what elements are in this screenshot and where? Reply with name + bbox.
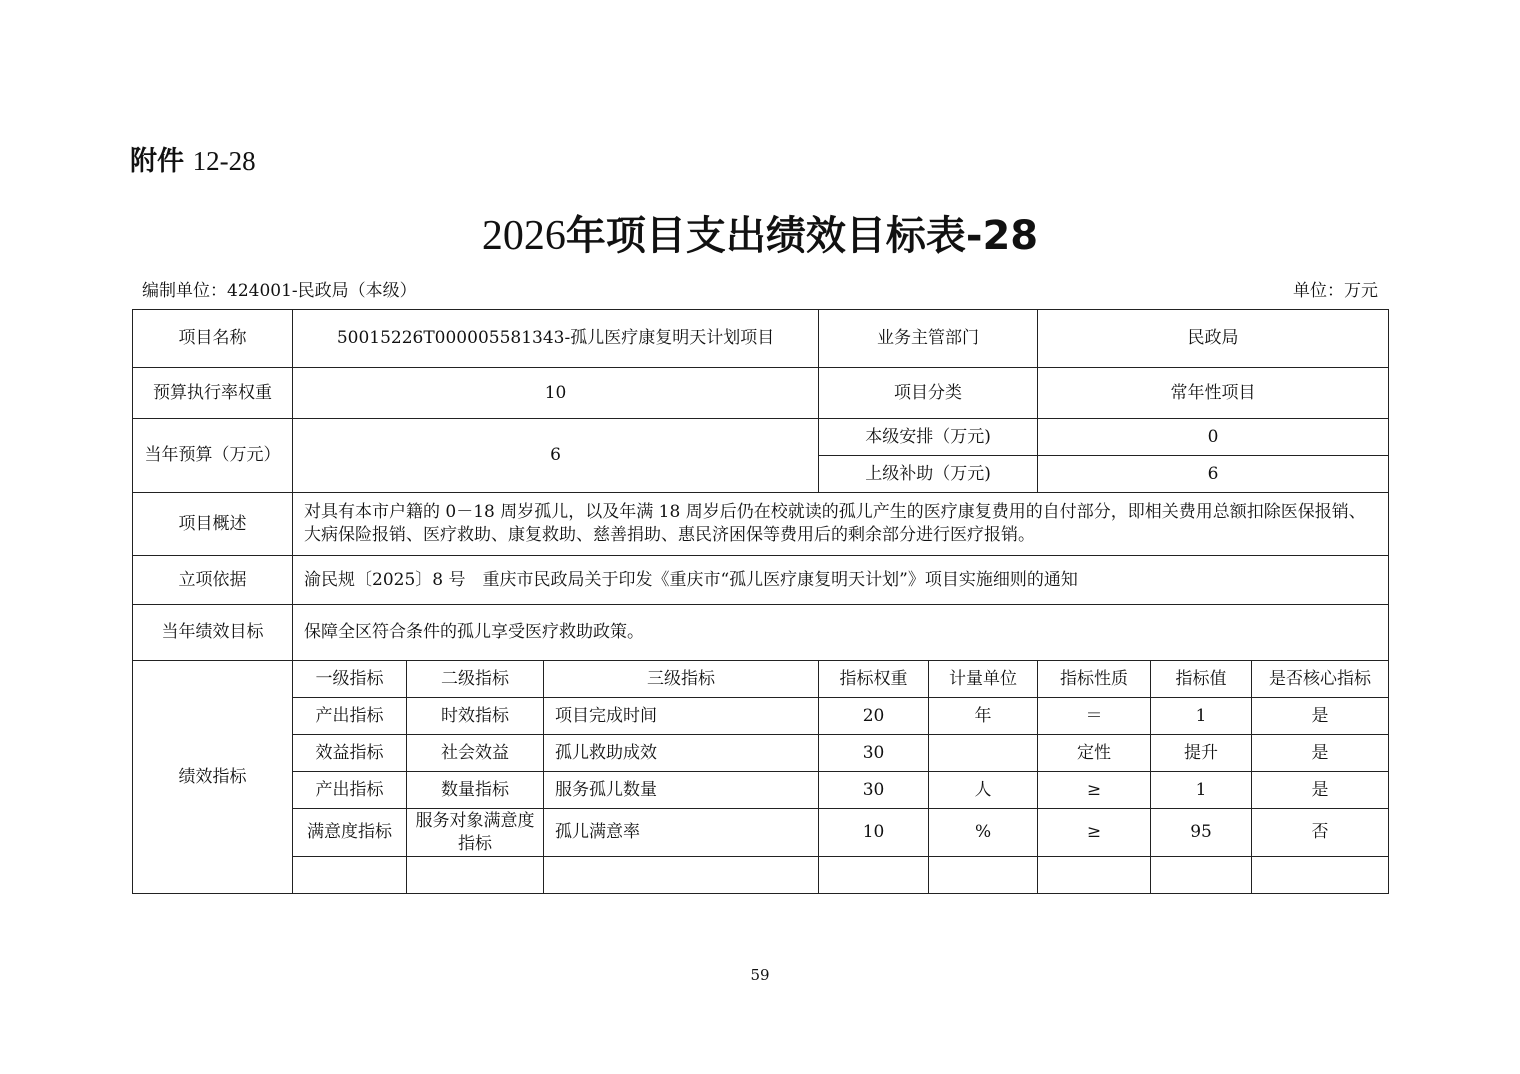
empty-cell [819,857,929,894]
indicator-unit: 人 [929,772,1038,809]
row-annual-budget [133,419,1389,456]
indicator-header-row [133,661,1389,698]
project-name-label: 项目名称 [133,310,293,368]
indicator-level3: 服务孤儿数量 [544,772,819,809]
indicator-row [133,772,1389,809]
indicator-header: 指标性质 [1038,661,1151,698]
indicator-header: 三级指标 [544,661,819,698]
indicator-level2: 社会效益 [407,735,544,772]
indicator-header: 指标值 [1151,661,1252,698]
row-annual-goal [133,605,1389,661]
superior-subsidy-value: 6 [1038,456,1389,493]
title-year: 2026 [481,213,566,259]
indicator-row [133,809,1389,857]
indicator-core: 是 [1252,772,1389,809]
goal-label: 当年绩效目标 [133,605,293,661]
indicator-core: 否 [1252,809,1389,857]
annual-budget-value: 6 [293,419,819,493]
indicator-value: 1 [1151,698,1252,735]
indicator-value: 提升 [1151,735,1252,772]
local-arrangement-value: 0 [1038,419,1389,456]
empty-cell [407,857,544,894]
row-project-name [133,310,1389,368]
document-title [0,210,1520,262]
indicator-nature: ＝ [1038,698,1151,735]
indicator-unit: 年 [929,698,1038,735]
indicator-nature: ≥ [1038,809,1151,857]
indicator-value: 1 [1151,772,1252,809]
annual-budget-label: 当年预算（万元） [133,419,293,493]
attachment-label: 附件 [130,146,184,177]
indicator-header: 二级指标 [407,661,544,698]
empty-cell [1252,857,1389,894]
indicator-core: 是 [1252,735,1389,772]
indicators-label: 绩效指标 [133,661,293,894]
indicator-level2: 数量指标 [407,772,544,809]
overview-value: 对具有本市户籍的 0－18 周岁孤儿，以及年满 18 周岁后仍在校就读的孤儿产生的医疗康复费用的自付部分，即相关费用总额扣除医保报销、大病保险报销、医疗救助、康复救助、慈善捐助、惠民济困保等费用后的剩余部分进行医疗报销。 [293,493,1389,556]
indicator-level1: 效益指标 [293,735,407,772]
overview-label: 项目概述 [133,493,293,556]
currency-unit: 单位：万元 [1293,281,1378,301]
empty-cell [544,857,819,894]
budget-weight-label: 预算执行率权重 [133,368,293,419]
indicator-header: 是否核心指标 [1252,661,1389,698]
performance-table [132,309,1389,894]
indicator-header: 计量单位 [929,661,1038,698]
goal-value: 保障全区符合条件的孤儿享受医疗救助政策。 [293,605,1389,661]
indicator-empty-row [133,857,1389,894]
indicator-weight: 20 [819,698,929,735]
indicator-header: 指标权重 [819,661,929,698]
compiling-unit: 编制单位：424001-民政局（本级） [142,281,417,301]
indicator-core: 是 [1252,698,1389,735]
empty-cell [293,857,407,894]
empty-cell [929,857,1038,894]
empty-cell [1038,857,1151,894]
indicator-value: 95 [1151,809,1252,857]
indicator-weight: 30 [819,735,929,772]
page-number: 59 [750,966,770,984]
indicator-header: 一级指标 [293,661,407,698]
indicator-weight: 10 [819,809,929,857]
basis-label: 立项依据 [133,556,293,605]
indicator-level2: 时效指标 [407,698,544,735]
indicator-level1: 产出指标 [293,698,407,735]
indicator-weight: 30 [819,772,929,809]
row-budget-weight [133,368,1389,419]
indicator-level3: 孤儿满意率 [544,809,819,857]
local-arrangement-label: 本级安排（万元) [819,419,1038,456]
indicator-row [133,735,1389,772]
row-basis [133,556,1389,605]
indicator-level2: 服务对象满意度指标 [407,809,544,857]
department-label: 业务主管部门 [819,310,1038,368]
indicator-unit [929,735,1038,772]
project-name-value: 50015226T000005581343-孤儿医疗康复明天计划项目 [293,310,819,368]
budget-weight-value: 10 [293,368,819,419]
basis-value: 渝民规〔2025〕8 号 重庆市民政局关于印发《重庆市“孤儿医疗康复明天计划”》项目实施细则的通知 [293,556,1389,605]
title-text: 年项目支出绩效目标表-28 [565,213,1039,259]
indicator-level3: 孤儿救助成效 [544,735,819,772]
indicator-level3: 项目完成时间 [544,698,819,735]
attachment-heading [130,144,256,179]
indicator-nature: 定性 [1038,735,1151,772]
indicator-row [133,698,1389,735]
attachment-number: 12-28 [192,146,256,176]
category-value: 常年性项目 [1038,368,1389,419]
department-value: 民政局 [1038,310,1389,368]
indicator-level1: 满意度指标 [293,809,407,857]
indicator-level1: 产出指标 [293,772,407,809]
row-overview [133,493,1389,556]
superior-subsidy-label: 上级补助（万元) [819,456,1038,493]
category-label: 项目分类 [819,368,1038,419]
indicator-unit: % [929,809,1038,857]
empty-cell [1151,857,1252,894]
indicator-nature: ≥ [1038,772,1151,809]
